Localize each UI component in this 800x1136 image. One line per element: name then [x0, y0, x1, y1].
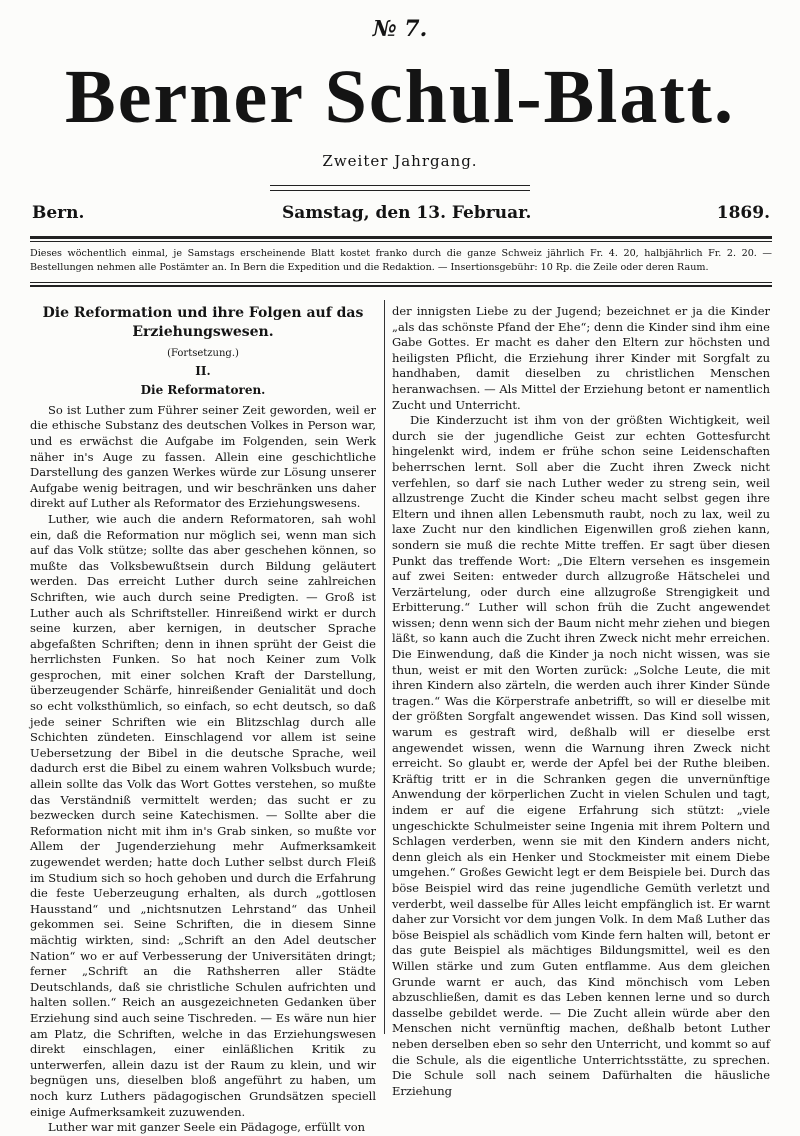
continuation-note: (Fortsetzung.) [167, 348, 239, 359]
year: 1869. [716, 203, 770, 223]
header-divider-thick [30, 236, 772, 239]
column-divider [384, 300, 385, 1034]
paragraph: Luther, wie auch die andern Reformatoren, sah wohl ein, daß die Reformation nur möglich sei, wenn man sich auf das Volk stütze; sollte das aber geschehen können, so mußte das Volksbewußtsein durch Bildung geläutert werden. Das erreicht Luther durch seine zahlreichen Schriften, wie auch durch seine Predigten. — Groß ist Luther auch als Schriftsteller. Hinreißend wirkt er durch seine kurzen, aber kernigen, in deutscher Sprache abgefaßten Schriften; denn in ihnen sprüht der Geist die herrlichsten Funken. So hat noch Keiner zum Volk gesprochen, mit einer solchen Kraft der Darstellung, überzeugender Schärfe, hinreißender Genialität und doch so echt volksthümlich, so einfach, so echt deutsch, so daß jede seiner Schriften wie ein Blitzschlag durch alle Schichten zündeten. Einschlagend vor allem ist seine Uebersetzung der Bibel in die deutsche Sprache, weil dadurch erst die Bibel zu einem wahren Volksbuch wurde; allein sollte das Volk das Wort Gottes verstehen, so mußte das Verständniß vermittelt werden; das sucht er zu bezwecken durch seine Katechismen. — Sollte aber die Reformation nicht mit ihm in's Grab sinken, so mußte vor Allem der Jugenderziehung mehr Aufmerksamkeit zugewendet werden; hatte doch Luther selbst durch Fleiß im Studium sich so hoch gehoben und durch die Erfahrung die feste Ueberzeugung erhalten, als durch „gottlosen Hausstand“ und „nichtsnutzen Lehrstand“ das Unheil gekommen sei. Seine Schriften, die in diesem Sinne mächtig wirkten, sind: „Schrift an den Adel deutscher Nation“ wo er auf Verbesserung der Universitäten dringt; ferner „Schrift an die Rathsherren aller Städte Deutschlands, daß sie christliche Schulen aufrichten und halten sollen.“ Reich an ausgezeichneten Gedanken über Erziehung sind auch seine Tischreden. — Es wäre nun hier am Platz, die Schriften, welche in das Erziehungswesen direkt einschlagen, einer einläßlichen Kritik zu unterwerfen, allein dazu ist der Raum zu klein, und wir begnügen uns, dieselben bloß angeführt zu haben, um noch kurz Luthers pädagogischen Grundsätzen speciell einige Aufmerksamkeit zuzuwenden. [30, 511, 376, 1119]
subscription-notice: Dieses wöchentlich einmal, je Samstags erscheinende Blatt kostet franko durch die ganze Schweiz jährlich Fr. 4. 20, halbjährlich Fr. 2. 20. — Bestellungen nehmen alle Postämter an. In Bern die Expedition und die Redaktion. — Insertionsgebühr: 10 Rp. die Zeile oder deren Raum. [30, 248, 772, 273]
part-number: II. [195, 363, 211, 378]
notice-divider-thick [30, 285, 772, 287]
paragraph: So ist Luther zum Führer seiner Zeit geworden, weil er die ethische Substanz des deutschen Volkes in Person war, und es erwächst die Aufgabe im Folgenden, sein Werk näher in's Auge zu fassen. Allein eine geschichtliche Darstellung des ganzen Werkes würde zur Lösung unserer Aufgabe wenig beitragen, und wir beschränken uns daher direkt auf Luther als Reformator des Erziehungswesens. [30, 402, 376, 511]
title-rule-bottom [270, 190, 530, 191]
date: Samstag, den 13. Februar. [282, 203, 532, 223]
newspaper-title: Berner Schul-Blatt. [65, 55, 735, 139]
paragraph: Luther war mit ganzer Seele ein Pädagoge, erfüllt von [48, 1120, 366, 1135]
place: Bern. [32, 203, 85, 223]
right-column [392, 304, 770, 1099]
article-title: Die Reformation und ihre Folgen auf das Erziehungswesen. [42, 305, 364, 340]
title-rule-top [270, 185, 530, 186]
dateline [32, 203, 770, 227]
volume-subtitle: Zweiter Jahrgang. [322, 152, 478, 170]
paragraph: Die Kinderzucht ist ihm von der größten Wichtigkeit, weil durch sie der jugendliche Geist zur echten Gottesfurcht hingelenkt wird, indem er frühe schon seine Leidenschaften beherrschen lernt. Soll aber die Zucht ihren Zweck nicht verfehlen, so darf sie nach Luther weder zu streng sein, weil allzustrenge Zucht die Kinder scheu macht selbst gegen ihre Eltern und ihnen allen Lebensmuth raubt, noch zu lax, weil zu laxe Zucht nur den kindlichen Eigenwillen groß ziehen kann, sondern sie muß die rechte Mitte treffen. Er sagt über diesen Punkt das treffende Wort: „Die Eltern versehen es insgemein auf zwei Seiten: entweder durch allzugroße Hätschelei und Verzärtelung, oder durch eine allzugroße Strengigkeit und Erbitterung.“ Luther will schon früh die Zucht angewendet wissen; denn wenn sich der Baum nicht mehr ziehen und biegen läßt, so kann auch die Zucht ihren Zweck nicht mehr erreichen. Die Einwendung, daß die Kinder ja noch nicht wissen, was sie thun, weist er mit den Worten zurück: „Solche Leute, die mit ihren Kindern also zärteln, die werden auch ihrer Kinder Sünde tragen.“ Was die Körperstrafe anbetrifft, so will er dieselbe mit der größten Sorgfalt angewendet wissen. Das Kind soll wissen, warum es gestraft wird, deßhalb will er dieselbe erst angewendet wissen, wenn die Warnung ihren Zweck nicht erreicht. So glaubt er, werde der Apfel bei der Ruthe bleiben. Kräftig tritt er in die Schranken gegen die unvernünftige Anwendung der körperlichen Zucht in vielen Schulen und tagt, indem er auf die eigene Erfahrung sich stützt: „viele ungeschickte Schulmeister seine Ingenia mit ihrem Poltern und Schlagen verderben, wenn sie mit den Kindern anders nicht, denn gleich als ein Henker und Stockmeister mit einem Diebe umgehen.“ Großes Gewicht legt er dem Beispiele bei. Durch das böse Beispiel wird das reine jugendliche Gemüth verletzt und verderbt, weil dasselbe für Alles leicht empfänglich ist. Er warnt daher zur Vorsicht vor dem jungen Volk. In dem Maß Luther das böse Beispiel als schädlich vom Kinde fern halten will, betont er das gute Beispiel als mächtiges Bildungsmittel, weil es den Willen stärke und zum Guten entflamme. Aus dem gleichen Grunde warnt er auch, das Kind mönchisch vom Leben abzuschließen, damit es das Leben kennen lerne und so durch dasselbe gebildet werde. — Die Zucht allein würde aber den Menschen nicht vernünftig machen, deßhalb betont Luther neben derselben eben so sehr den Unterricht, und kommt so auf die Schule, als die eigentliche Unterrichtsstätte, zu sprechen. Die Schule soll nach seinem Dafürhalten die häusliche Erziehung [392, 413, 770, 1098]
header-divider-thin [30, 241, 772, 242]
left-column [30, 304, 376, 1136]
issue-number: № 7. [372, 16, 428, 42]
paragraph: der innigsten Liebe zu der Jugend; bezeichnet er ja die Kinder „als das schönste Pfand der Ehe“; denn die Kinder sind ihm eine Gabe Gottes. Er macht es daher den Eltern zur höchsten und heiligsten Pflicht, die Erziehung ihrer Kinder mit Sorgfalt zu handhaben, damit dieselben zu christlichen Menschen heranwachsen. — Als Mittel der Erziehung betont er namentlich Zucht und Unterricht. [392, 304, 770, 412]
notice-divider-thin [30, 282, 772, 283]
section-title: Die Reformatoren. [140, 383, 266, 398]
